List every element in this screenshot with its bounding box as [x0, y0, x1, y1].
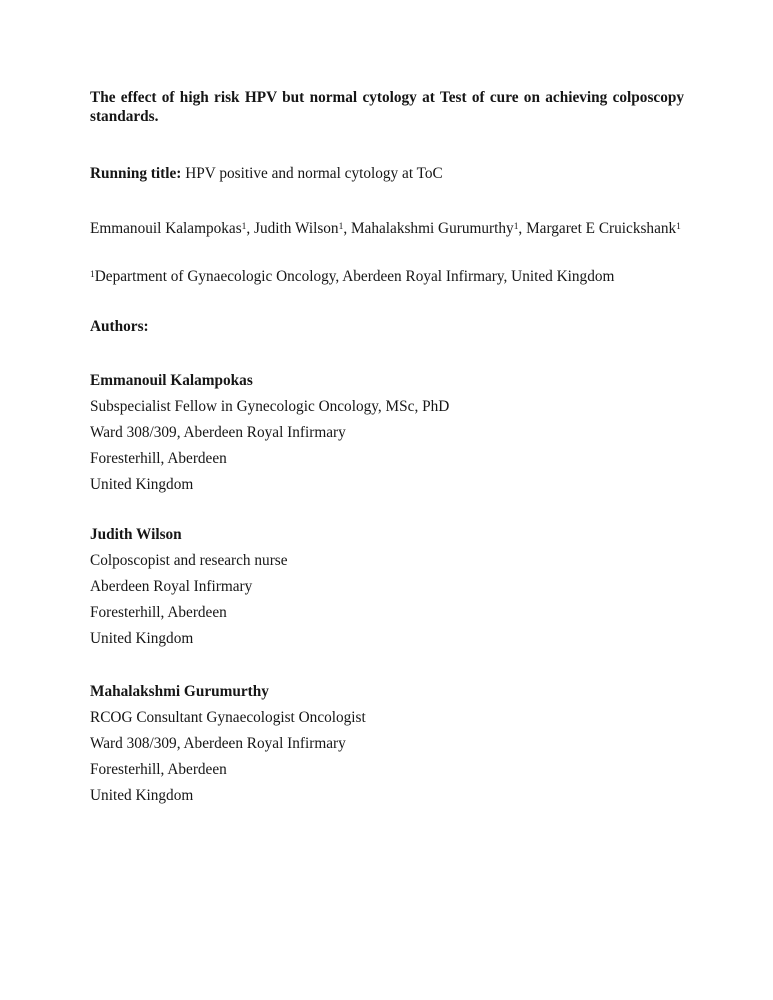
- paper-title: The effect of high risk HPV but normal cytology at Test of cure on achieving colposcopy standards.: [90, 89, 684, 125]
- author-block-line: Ward 308/309, Aberdeen Royal Infirmary: [90, 735, 346, 752]
- page-content: [90, 0, 684, 809]
- author-block-line: Subspecialist Fellow in Gynecologic Oncology, MSc, PhD: [90, 398, 450, 415]
- author-block-line: United Kingdom: [90, 630, 194, 647]
- author-block-name: Mahalakshmi Gurumurthy: [90, 683, 269, 700]
- affiliation-superscript: 1: [338, 221, 344, 232]
- affiliation-line: [90, 264, 684, 290]
- affiliation-superscript: 1: [513, 221, 519, 232]
- byline-author: , Judith Wilson: [246, 220, 339, 237]
- author-block-line: Foresterhill, Aberdeen: [90, 761, 227, 778]
- author-block-line: United Kingdom: [90, 787, 194, 804]
- author-block-name: Judith Wilson: [90, 526, 182, 543]
- byline-author: , Margaret E Cruickshank: [518, 220, 677, 237]
- affiliation-superscript: 1: [676, 221, 681, 232]
- author-byline: [90, 216, 684, 242]
- byline-author: , Mahalakshmi Gurumurthy: [343, 220, 514, 237]
- affiliation-text: Department of Gynaecologic Oncology, Aberdeen Royal Infirmary, United Kingdom: [94, 268, 615, 285]
- affiliation-superscript: 1: [90, 269, 95, 280]
- author-block-line: RCOG Consultant Gynaecologist Oncologist: [90, 709, 366, 726]
- author-block-line: Aberdeen Royal Infirmary: [90, 578, 253, 595]
- author-block-line: United Kingdom: [90, 476, 194, 493]
- authors-heading: Authors:: [90, 318, 149, 335]
- affiliation-superscript: 1: [241, 221, 247, 232]
- author-block-line: Foresterhill, Aberdeen: [90, 450, 227, 467]
- author-block: [90, 368, 684, 498]
- author-block-line: Foresterhill, Aberdeen: [90, 604, 227, 621]
- byline-author: Emmanouil Kalampokas: [90, 220, 242, 237]
- running-title-label: Running title:: [90, 165, 182, 182]
- running-title-text: HPV positive and normal cytology at ToC: [181, 165, 443, 182]
- author-block-line: Colposcopist and research nurse: [90, 552, 288, 569]
- author-block: [90, 522, 684, 652]
- author-block-line: Ward 308/309, Aberdeen Royal Infirmary: [90, 424, 346, 441]
- running-title: [90, 161, 684, 187]
- author-block: [90, 679, 684, 809]
- author-block-name: Emmanouil Kalampokas: [90, 372, 253, 389]
